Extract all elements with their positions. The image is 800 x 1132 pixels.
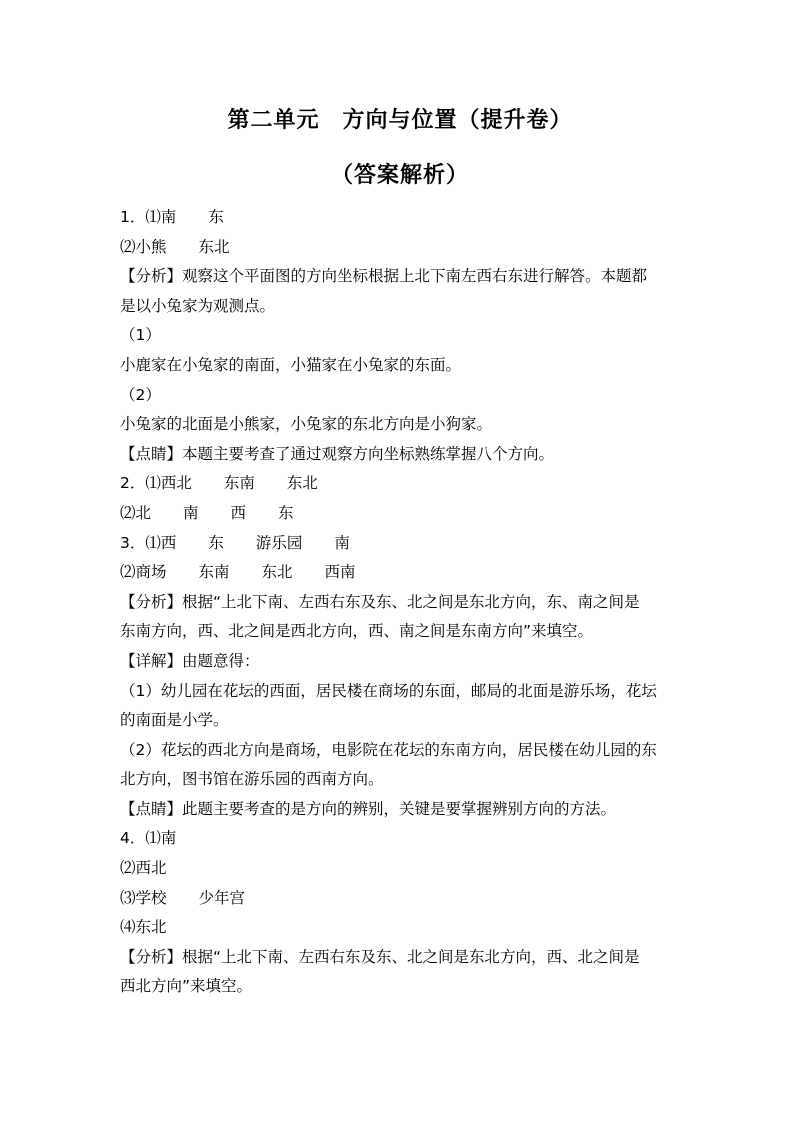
answer-text: 东北 bbox=[286, 474, 318, 493]
answer-text: 1．⑴南 bbox=[120, 208, 177, 226]
q1-answer-2 bbox=[120, 233, 680, 263]
answer-text: 南 bbox=[334, 533, 350, 552]
answer-text: 东北 bbox=[198, 237, 230, 256]
answer-text: 2．⑴西北 bbox=[120, 474, 192, 493]
q3-analysis-line: 【分析】根据“上北下南、左西右东及东、北之间是东北方向，东、南之间是 bbox=[120, 592, 640, 611]
q4-answer-4: ⑷东北 bbox=[120, 918, 167, 937]
answer-text: 东北 bbox=[261, 563, 293, 582]
q4-answer-2: ⑵西北 bbox=[120, 859, 167, 878]
answer-text: 3．⑴西 bbox=[120, 533, 177, 552]
q1-part-label: （2） bbox=[120, 385, 161, 404]
page-subtitle: （答案解析） bbox=[330, 163, 469, 188]
answer-text: 东南 bbox=[223, 474, 255, 493]
q3-detail-heading: 【详解】由题意得： bbox=[120, 651, 260, 670]
page-title: 第二单元 方向与位置（提升卷） bbox=[227, 108, 573, 133]
q3-answer-1 bbox=[120, 529, 680, 559]
q3-detail-line: 的南面是小学。 bbox=[120, 711, 229, 730]
q2-answer-2 bbox=[120, 499, 680, 529]
q3-detail-line: 北方向，图书馆在游乐园的西南方向。 bbox=[120, 770, 384, 789]
q3-analysis-line: 东南方向，西、北之间是西北方向，西、南之间是东南方向”来填空。 bbox=[120, 622, 594, 641]
q4-answer-1: 4．⑴南 bbox=[120, 829, 177, 848]
answer-text: ⑵北 bbox=[120, 503, 152, 522]
q4-analysis-line: 【分析】根据“上北下南、左西右东及东、北之间是东北方向，西、北之间是 bbox=[120, 947, 640, 966]
answer-text: 少年宫 bbox=[198, 888, 246, 907]
answer-text: 东 bbox=[278, 503, 294, 522]
q4-analysis-line: 西北方向”来填空。 bbox=[120, 977, 253, 996]
answer-text: 西南 bbox=[324, 563, 356, 582]
q1-analysis-line: 【分析】观察这个平面图的方向坐标根据上北下南左西右东进行解答。本题都 bbox=[120, 267, 648, 286]
answer-text: 游乐园 bbox=[255, 533, 303, 552]
q1-part-label: （1） bbox=[120, 326, 161, 345]
answer-text: 东 bbox=[208, 208, 224, 226]
q2-answer-1 bbox=[120, 469, 680, 499]
q1-part-text: 小兔家的北面是小熊家，小兔家的东北方向是小狗家。 bbox=[120, 415, 493, 434]
q3-answer-2 bbox=[120, 558, 680, 588]
q3-comment: 【点睛】此题主要考查的是方向的辨别，关键是要掌握辨别方向的方法。 bbox=[120, 799, 617, 818]
q1-answer-1 bbox=[120, 203, 680, 233]
q1-analysis-line: 是以小兔家为观测点。 bbox=[120, 296, 276, 315]
q1-part-text: 小鹿家在小兔家的南面，小猫家在小兔家的东面。 bbox=[120, 355, 462, 374]
answer-text: ⑵商场 bbox=[120, 563, 167, 582]
answer-text: 东南 bbox=[198, 563, 230, 582]
answer-text: 东 bbox=[208, 533, 224, 552]
answer-text: 南 bbox=[183, 503, 199, 522]
q1-comment: 【点睛】本题主要考查了通过观察方向坐标熟练掌握八个方向。 bbox=[120, 444, 555, 463]
answer-body bbox=[120, 203, 680, 1002]
q4-answer-3 bbox=[120, 884, 680, 914]
q3-detail-line: （2）花坛的西北方向是商场，电影院在花坛的东南方向，居民楼在幼儿园的东 bbox=[120, 740, 657, 759]
answer-text: 西 bbox=[230, 503, 247, 522]
q3-detail-line: （1）幼儿园在花坛的西面，居民楼在商场的东面，邮局的北面是游乐场，花坛 bbox=[120, 681, 657, 700]
answer-text: ⑶学校 bbox=[120, 888, 167, 907]
answer-text: ⑵小熊 bbox=[120, 237, 167, 256]
